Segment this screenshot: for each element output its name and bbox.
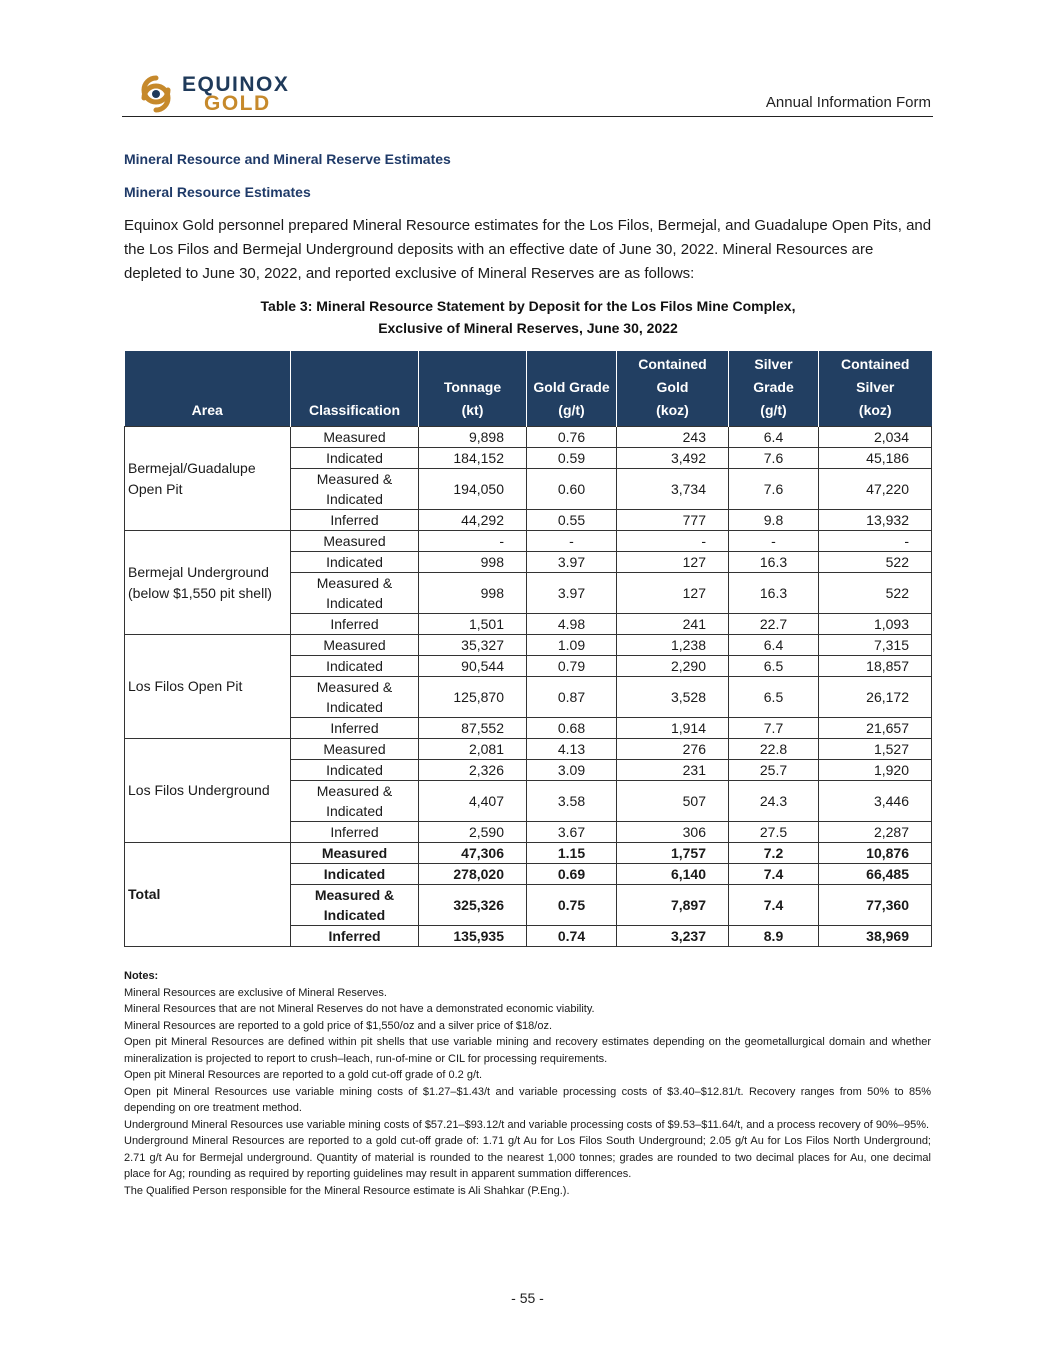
column-header-line: Contained xyxy=(841,356,910,372)
classification-cell: Inferred xyxy=(291,718,419,739)
classification-cell: Measured & Indicated xyxy=(291,677,419,718)
tonnage-cell: 194,050 xyxy=(419,469,527,510)
gold-grade-cell: 3.67 xyxy=(527,822,617,843)
gold-koz-cell: 276 xyxy=(617,739,729,760)
silver-grade-cell: 22.8 xyxy=(729,739,819,760)
silver-koz-cell: 2,287 xyxy=(819,822,932,843)
silver-grade-cell: 24.3 xyxy=(729,781,819,822)
silver-koz-cell: - xyxy=(819,531,932,552)
silver-grade-cell: 6.5 xyxy=(729,656,819,677)
gold-grade-cell: 0.75 xyxy=(527,885,617,926)
tonnage-cell: 2,590 xyxy=(419,822,527,843)
page-number: - 55 - xyxy=(511,1290,544,1306)
table-row xyxy=(125,531,932,552)
silver-koz-cell: 38,969 xyxy=(819,926,932,947)
gold-grade-cell: 0.79 xyxy=(527,656,617,677)
section-heading: Mineral Resource and Mineral Reserve Estimates xyxy=(124,151,451,167)
column-header-line xyxy=(294,376,415,399)
tonnage-cell: 4,407 xyxy=(419,781,527,822)
gold-grade-cell: 0.69 xyxy=(527,864,617,885)
classification-cell: Measured xyxy=(291,739,419,760)
column-header-line: Contained xyxy=(638,356,707,372)
column-header-line: Grade xyxy=(753,379,794,395)
classification-cell: Indicated xyxy=(291,448,419,469)
gold-koz-cell: 1,757 xyxy=(617,843,729,864)
silver-koz-cell: 2,034 xyxy=(819,427,932,448)
table-row xyxy=(125,739,932,760)
column-header-line: Tonnage xyxy=(443,379,502,395)
classification-cell: Measured xyxy=(291,843,419,864)
table-caption-line1: Table 3: Mineral Resource Statement by Deposit for the Los Filos Mine Complex, xyxy=(260,298,796,314)
silver-grade-cell: 9.8 xyxy=(729,510,819,531)
logo-text-equinox: EQUINOX xyxy=(182,73,290,96)
gold-koz-cell: 3,492 xyxy=(617,448,729,469)
column-header-line xyxy=(128,353,288,376)
gold-koz-cell: 6,140 xyxy=(617,864,729,885)
tonnage-cell: 90,544 xyxy=(419,656,527,677)
area-cell: Bermejal Underground (below $1,550 pit shell) xyxy=(125,531,291,635)
gold-grade-cell: 0.76 xyxy=(527,427,617,448)
area-cell: Bermejal/Guadalupe Open Pit xyxy=(125,427,291,531)
classification-cell: Measured xyxy=(291,531,419,552)
gold-koz-cell: 243 xyxy=(617,427,729,448)
logo-text-gold: GOLD xyxy=(204,92,271,115)
silver-koz-cell: 21,657 xyxy=(819,718,932,739)
gold-grade-cell: 3.09 xyxy=(527,760,617,781)
gold-grade-cell: 0.60 xyxy=(527,469,617,510)
gold-grade-cell: 0.55 xyxy=(527,510,617,531)
silver-koz-cell: 10,876 xyxy=(819,843,932,864)
classification-cell: Indicated xyxy=(291,656,419,677)
classification-cell: Inferred xyxy=(291,926,419,947)
document-title: Annual Information Form xyxy=(765,94,931,111)
silver-koz-cell: 1,093 xyxy=(819,614,932,635)
silver-grade-cell: 16.3 xyxy=(729,573,819,614)
silver-grade-cell: 7.4 xyxy=(729,885,819,926)
tonnage-cell: 184,152 xyxy=(419,448,527,469)
table-header-row xyxy=(125,351,932,427)
silver-koz-cell: 45,186 xyxy=(819,448,932,469)
classification-cell: Measured xyxy=(291,427,419,448)
silver-grade-cell: 7.6 xyxy=(729,448,819,469)
silver-koz-cell: 66,485 xyxy=(819,864,932,885)
tonnage-cell: 44,292 xyxy=(419,510,527,531)
silver-grade-cell: 27.5 xyxy=(729,822,819,843)
tonnage-cell: 125,870 xyxy=(419,677,527,718)
silver-koz-cell: 47,220 xyxy=(819,469,932,510)
silver-grade-cell: 7.4 xyxy=(729,864,819,885)
tonnage-cell: 278,020 xyxy=(419,864,527,885)
silver-grade-cell: 8.9 xyxy=(729,926,819,947)
intro-paragraph: Equinox Gold personnel prepared Mineral Resource estimates for the Los Filos, Bermejal, and Guadalupe Open Pits, and the Los Filos and Bermejal Underground deposits with an effective date of June 30, 2022. Mineral Resources are depleted to June 30, 2022, and reported exclusive of Mineral Reserves are as follows: xyxy=(124,217,932,282)
classification-cell: Indicated xyxy=(291,552,419,573)
notes-title: Notes: xyxy=(124,970,159,982)
area-cell: Los Filos Open Pit xyxy=(125,635,291,739)
silver-grade-cell: 22.7 xyxy=(729,614,819,635)
gold-grade-cell: 0.87 xyxy=(527,677,617,718)
gold-koz-cell: 306 xyxy=(617,822,729,843)
silver-grade-cell: 6.4 xyxy=(729,635,819,656)
tonnage-cell: 998 xyxy=(419,552,527,573)
silver-koz-cell: 13,932 xyxy=(819,510,932,531)
gold-koz-cell: 231 xyxy=(617,760,729,781)
note-item: The Qualified Person responsible for the Mineral Resource estimate is Ali Shahkar (P.Eng.). xyxy=(124,1184,570,1197)
tonnage-cell: 1,501 xyxy=(419,614,527,635)
silver-koz-cell: 7,315 xyxy=(819,635,932,656)
logo-mark-icon xyxy=(134,72,178,116)
gold-grade-cell: 0.68 xyxy=(527,718,617,739)
silver-koz-cell: 522 xyxy=(819,552,932,573)
column-header-line: Silver xyxy=(754,356,793,372)
area-cell: Los Filos Underground xyxy=(125,739,291,843)
gold-grade-cell: 0.74 xyxy=(527,926,617,947)
gold-koz-cell: 1,914 xyxy=(617,718,729,739)
note-item: Underground Mineral Resources use variable mining costs of $57.21–$93.12/t and variable processing costs of $9.53–$11.64/t, and a process recovery of 90%–95%. xyxy=(124,1118,930,1131)
tonnage-cell: 325,326 xyxy=(419,885,527,926)
note-item: Mineral Resources are reported to a gold price of $1,550/oz and a silver price of $18/oz. xyxy=(124,1019,553,1032)
column-header-line xyxy=(294,353,415,376)
column-header-line: (g/t) xyxy=(558,402,585,418)
note-item: Open pit Mineral Resources are defined within pit shells that use variable mining and recovery estimates depending on the geometallurgical domain and whether mineralization is projected to report to crush–leach, run-of-mine or CIL for processing requirements. xyxy=(124,1036,931,1065)
column-header-line: Gold xyxy=(656,379,689,395)
mineral-resource-table xyxy=(124,351,932,947)
gold-grade-cell: 1.09 xyxy=(527,635,617,656)
gold-grade-cell: 3.58 xyxy=(527,781,617,822)
column-header xyxy=(527,351,617,427)
gold-koz-cell: 241 xyxy=(617,614,729,635)
tonnage-cell: 35,327 xyxy=(419,635,527,656)
classification-cell: Measured & Indicated xyxy=(291,469,419,510)
silver-grade-cell: 6.4 xyxy=(729,427,819,448)
page-header xyxy=(122,68,933,117)
column-header xyxy=(729,351,819,427)
column-header xyxy=(291,351,419,427)
column-header xyxy=(419,351,527,427)
sub-heading: Mineral Resource Estimates xyxy=(124,184,311,200)
column-header-line xyxy=(128,376,288,399)
silver-koz-cell: 1,920 xyxy=(819,760,932,781)
tonnage-cell: 135,935 xyxy=(419,926,527,947)
silver-grade-cell: 7.2 xyxy=(729,843,819,864)
silver-koz-cell: 18,857 xyxy=(819,656,932,677)
classification-cell: Measured xyxy=(291,635,419,656)
classification-cell: Inferred xyxy=(291,510,419,531)
silver-grade-cell: 25.7 xyxy=(729,760,819,781)
gold-koz-cell: 127 xyxy=(617,573,729,614)
gold-grade-cell: 1.15 xyxy=(527,843,617,864)
tonnage-cell: 47,306 xyxy=(419,843,527,864)
gold-grade-cell: 4.13 xyxy=(527,739,617,760)
column-header-line: Area xyxy=(191,402,223,418)
tonnage-cell: 998 xyxy=(419,573,527,614)
equinox-gold-logo xyxy=(134,72,304,116)
gold-koz-cell: 7,897 xyxy=(617,885,729,926)
note-item: Open pit Mineral Resources use variable mining costs of $1.27–$1.43/t and variable processing costs of $3.40–$12.81/t. Recovery ranges from 50% to 85% depending on ore treatment method. xyxy=(124,1085,931,1114)
area-cell: Total xyxy=(125,843,291,947)
table-caption-line2: Exclusive of Mineral Reserves, June 30, 2022 xyxy=(378,320,678,336)
tonnage-cell: 9,898 xyxy=(419,427,527,448)
column-header-line: Classification xyxy=(308,402,401,418)
silver-koz-cell: 77,360 xyxy=(819,885,932,926)
silver-koz-cell: 3,446 xyxy=(819,781,932,822)
gold-koz-cell: 127 xyxy=(617,552,729,573)
column-header-line xyxy=(530,353,613,376)
gold-koz-cell: 777 xyxy=(617,510,729,531)
column-header xyxy=(819,351,932,427)
note-item: Mineral Resources are exclusive of Mineral Reserves. xyxy=(124,986,387,999)
tonnage-cell: - xyxy=(419,531,527,552)
tonnage-cell: 2,326 xyxy=(419,760,527,781)
column-header-line: (koz) xyxy=(858,402,892,418)
classification-cell: Indicated xyxy=(291,864,419,885)
column-header-line: (koz) xyxy=(656,402,689,418)
silver-grade-cell: 16.3 xyxy=(729,552,819,573)
gold-koz-cell: 3,237 xyxy=(617,926,729,947)
column-header-line: (kt) xyxy=(461,402,484,418)
silver-koz-cell: 1,527 xyxy=(819,739,932,760)
gold-koz-cell: 3,528 xyxy=(617,677,729,718)
column-header-line: Silver xyxy=(856,379,895,395)
silver-grade-cell: 7.7 xyxy=(729,718,819,739)
tonnage-cell: 2,081 xyxy=(419,739,527,760)
gold-grade-cell: 0.59 xyxy=(527,448,617,469)
gold-grade-cell: 3.97 xyxy=(527,552,617,573)
table-row xyxy=(125,635,932,656)
silver-grade-cell: 6.5 xyxy=(729,677,819,718)
gold-grade-cell: - xyxy=(527,531,617,552)
classification-cell: Inferred xyxy=(291,614,419,635)
silver-koz-cell: 522 xyxy=(819,573,932,614)
note-item: Mineral Resources that are not Mineral Reserves do not have a demonstrated economic viability. xyxy=(124,1003,595,1015)
classification-cell: Measured & Indicated xyxy=(291,885,419,926)
gold-grade-cell: 3.97 xyxy=(527,573,617,614)
table-row xyxy=(125,427,932,448)
gold-koz-cell: 1,238 xyxy=(617,635,729,656)
silver-koz-cell: 26,172 xyxy=(819,677,932,718)
classification-cell: Inferred xyxy=(291,822,419,843)
gold-koz-cell: - xyxy=(617,531,729,552)
tonnage-cell: 87,552 xyxy=(419,718,527,739)
column-header-line: Gold Grade xyxy=(533,379,610,395)
gold-koz-cell: 507 xyxy=(617,781,729,822)
column-header xyxy=(617,351,729,427)
silver-grade-cell: 7.6 xyxy=(729,469,819,510)
note-item: Open pit Mineral Resources are reported to a gold cut-off grade of 0.2 g/t. xyxy=(124,1069,483,1081)
silver-grade-cell: - xyxy=(729,531,819,552)
gold-koz-cell: 2,290 xyxy=(617,656,729,677)
classification-cell: Indicated xyxy=(291,760,419,781)
column-header-line xyxy=(422,353,523,376)
column-header-line: (g/t) xyxy=(760,402,787,418)
gold-koz-cell: 3,734 xyxy=(617,469,729,510)
classification-cell: Measured & Indicated xyxy=(291,781,419,822)
table-row xyxy=(125,843,932,864)
gold-grade-cell: 4.98 xyxy=(527,614,617,635)
note-item: Underground Mineral Resources are reported to a gold cut-off grade of: 1.71 g/t Au for Los Filos South Underground; 2.05 g/t Au for Los Filos North Underground; 2.71 g/t Au for Bermejal underground. Quantity of material is rounded to the nearest 1,000 tonnes; grades are rounded to two decimal places for Au, one decimal place for Ag; rounding as required by reporting guidelines may result in apparent summation differences. xyxy=(124,1135,931,1180)
table-notes xyxy=(124,968,931,1199)
column-header xyxy=(125,351,291,427)
classification-cell: Measured & Indicated xyxy=(291,573,419,614)
